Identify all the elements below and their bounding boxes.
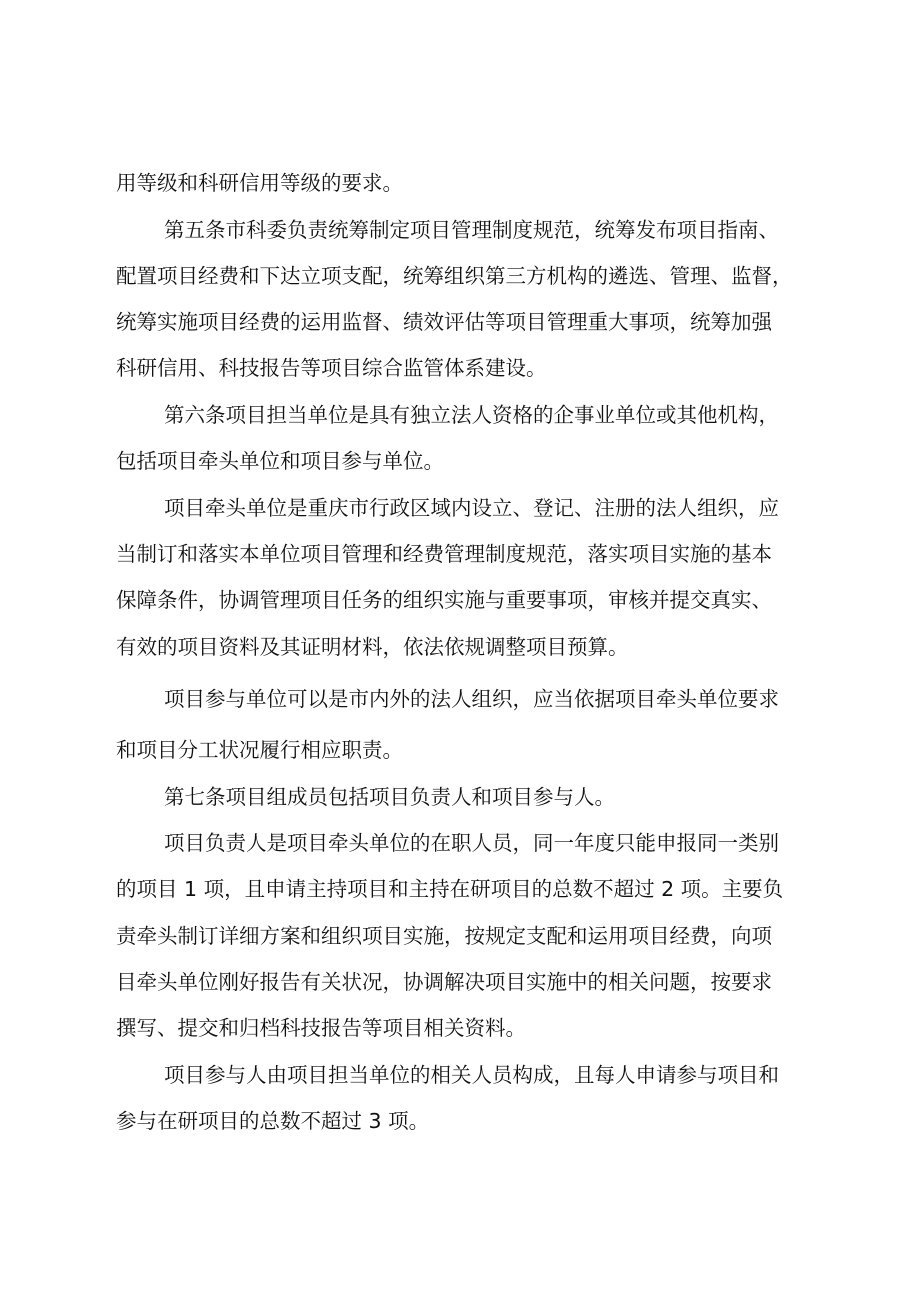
text-line: 当制订和落实本单位项目管理和经费管理制度规范，落实项目实施的基本 xyxy=(116,542,772,566)
text-line: 撰写、提交和归档科技报告等项目相关资料。 xyxy=(116,1016,526,1040)
text-line: 责牵头制订详细方案和组织项目实施，按规定支配和运用项目经费，向项 xyxy=(116,924,772,948)
text-line: 科研信用、科技报告等项目综合监管体系建设。 xyxy=(116,356,547,380)
text-line: 第七条项目组成员包括项目负责人和项目参与人。 xyxy=(164,785,615,809)
text-line: 用等级和科研信用等级的要求。 xyxy=(116,171,403,195)
text-line: 参与在研项目的总数不超过 3 项。 xyxy=(116,1109,430,1133)
text-line: 项目参与人由项目担当单位的相关人员构成，且每人申请参与项目和 xyxy=(164,1063,779,1087)
text-line: 包括项目牵头单位和项目参与单位。 xyxy=(116,449,444,473)
text-line: 目牵头单位刚好报告有关状况，协调解决项目实施中的相关问题，按要求 xyxy=(116,970,772,994)
text-line: 的项目 1 项，且申请主持项目和主持在研项目的总数不超过 2 项。主要负 xyxy=(116,877,784,901)
text-line: 第五条市科委负责统筹制定项目管理制度规范，统筹发布项目指南、 xyxy=(164,218,779,242)
text-line: 第六条项目担当单位是具有独立法人资格的企事业单位或其他机构， xyxy=(164,403,779,427)
text-line: 统筹实施项目经费的运用监督、绩效评估等项目管理重大事项，统筹加强 xyxy=(116,310,772,334)
text-line: 和项目分工状况履行相应职责。 xyxy=(116,738,403,762)
text-line: 项目参与单位可以是市内外的法人组织，应当依据项目牵头单位要求 xyxy=(164,687,779,711)
text-line: 项目牵头单位是重庆市行政区域内设立、登记、注册的法人组织，应 xyxy=(164,496,779,520)
text-line: 有效的项目资料及其证明材料，依法依规调整项目预算。 xyxy=(116,635,629,659)
text-line: 配置项目经费和下达立项支配，统筹组织第三方机构的遴选、管理、监督， xyxy=(116,264,793,288)
text-line: 项目负责人是项目牵头单位的在职人员，同一年度只能申报同一类别 xyxy=(164,831,779,855)
text-line: 保障条件，协调管理项目任务的组织实施与重要事项，审核并提交真实、 xyxy=(116,588,772,612)
